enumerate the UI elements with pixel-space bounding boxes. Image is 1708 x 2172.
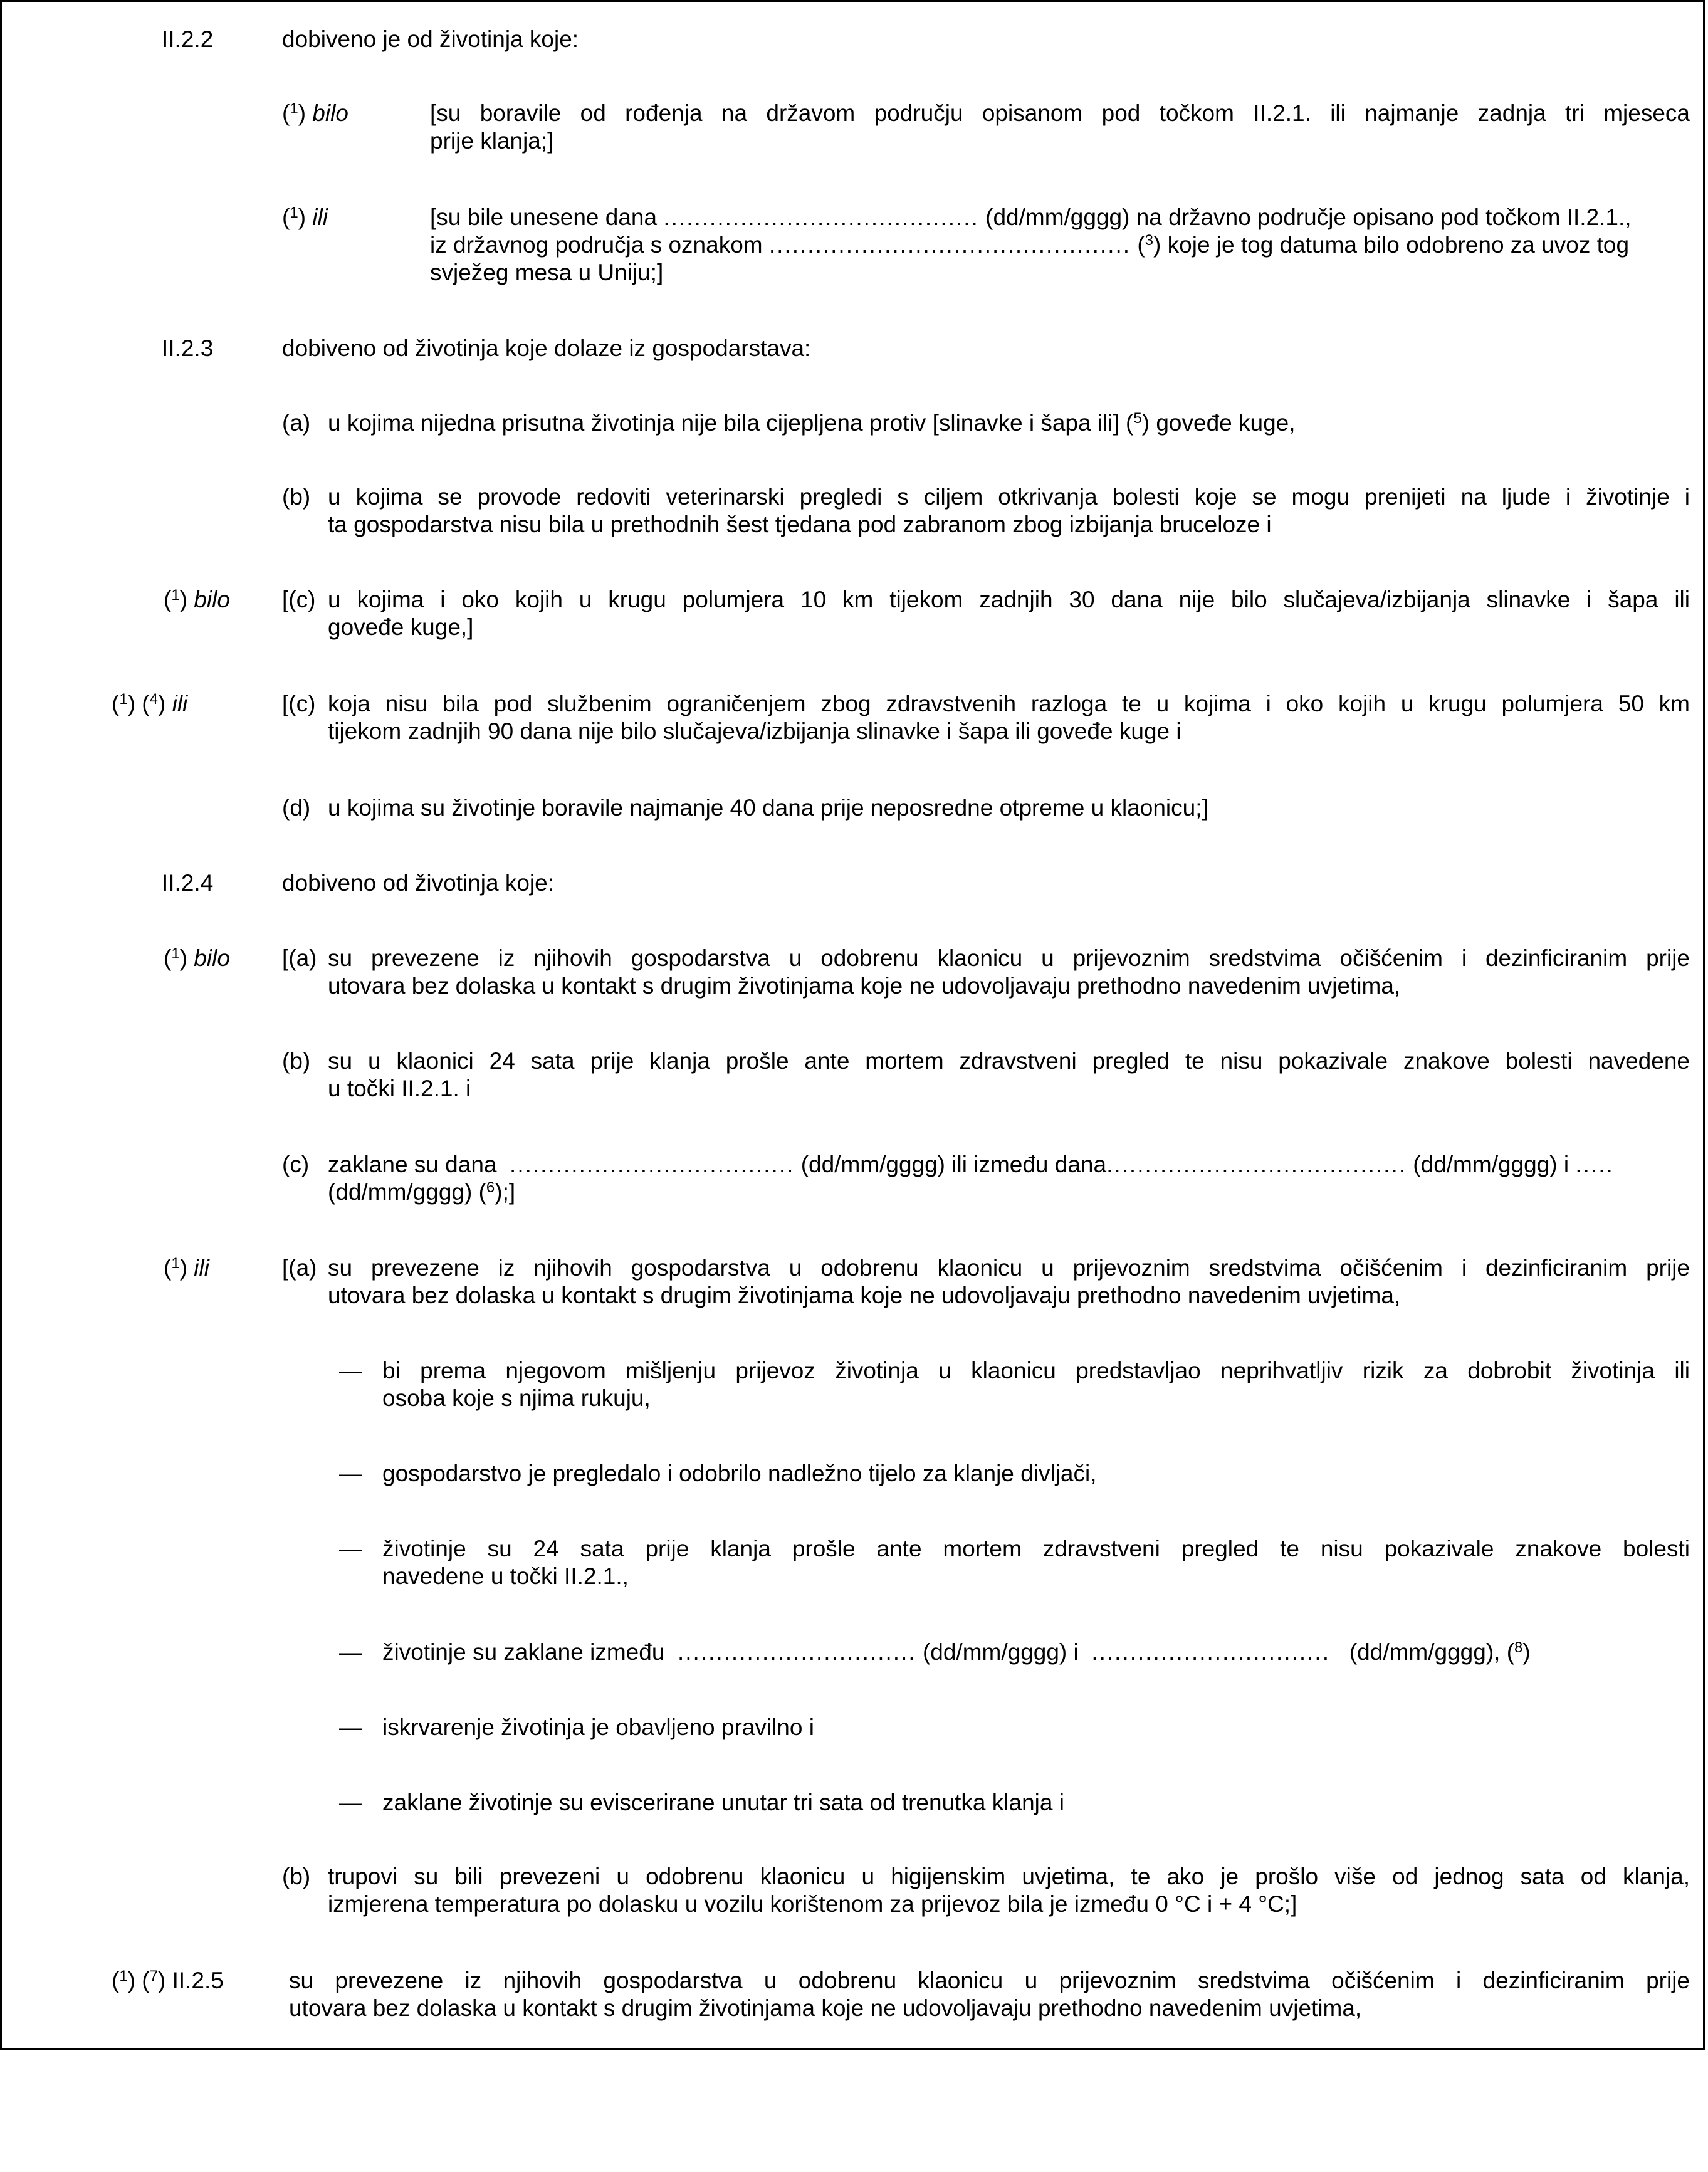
section-text-ii-2-3: dobiveno od životinja koje dolaze iz gospodarstava: [282, 335, 811, 361]
item-text: ta gospodarstva nisu bila u prethodnih šest tjedana pod zabranom zbog izbijanja bruceloze i [328, 512, 1272, 537]
item-letter: [(a) [282, 1255, 317, 1281]
dash-item-text: životinje su zaklane između ............................... (dd/mm/gggg) i ............................... (dd/mm/gggg), ($^8$) [382, 1639, 1531, 1665]
item-text: utovara bez dolaska u kontakt s drugim životinjama koje ne udovoljavaju prethodno navedenim uvjetima, [328, 973, 1401, 999]
section-number-ii-2-5: II.2.5 [172, 1968, 224, 1993]
footnote-marker: ($^1$) ili [282, 204, 328, 230]
item-text: utovara bez dolaska u kontakt s drugim životinjama koje ne udovoljavaju prethodno navedenim uvjetima, [328, 1283, 1401, 1308]
option-label: ili [172, 691, 188, 716]
item-text: u kojima su životinje boravile najmanje 40 dana prije neposredne otpreme u klaonicu;] [328, 795, 1208, 821]
dash-item-text: navedene u točki II.2.1., [382, 1563, 629, 1589]
dash-bullet: — [339, 1714, 362, 1740]
fill-in-dots: ....................................... [1106, 1152, 1407, 1177]
dash-item-text: životinje su 24 sata prije klanja prošle ante mortem zdravstveni pregled te nisu pokazivale znakove bolesti [382, 1536, 1690, 1561]
option-text: [su bile unesene dana ......................................... (dd/mm/gggg) na državno područje opisano pod točkom II.2.1., [430, 204, 1632, 230]
section-text-ii-2-5: su prevezene iz njihovih gospodarstva u odobrenu klaonicu u prijevoznim sredstvima očišćenim i dezinficiranim prije [289, 1968, 1690, 1993]
footnote-marker: ($^1$) bilo [164, 945, 230, 971]
item-text: u kojima nijedna prisutna životinja nije bila cijepljena protiv [slinavke i šapa ili] ($^5$) goveđe kuge, [328, 410, 1296, 436]
fill-in-dots: ............................... [1091, 1639, 1330, 1665]
item-letter: [(a) [282, 945, 317, 971]
item-letter: [(c) [282, 691, 316, 716]
dash-bullet: — [339, 1461, 362, 1486]
item-text: (dd/mm/gggg) ($^6$);] [328, 1179, 516, 1205]
fill-in-dots: ............................... [677, 1639, 916, 1665]
dash-item-text: osoba koje s njima rukuju, [382, 1385, 651, 1411]
option-label: bilo [194, 945, 230, 971]
item-letter: (c) [282, 1152, 310, 1177]
option-label: ili [194, 1255, 209, 1281]
footnote-marker: ($^1$) bilo [282, 100, 348, 126]
item-text: trupovi su bili prevezeni u odobrenu klaonicu u higijenskim uvjetima, te ako je prošlo više od jednog sata od klanja, [328, 1864, 1690, 1889]
option-label: ili [312, 204, 328, 230]
section-number-ii-2-2: II.2.2 [162, 26, 214, 52]
section-number-ii-2-3: II.2.3 [162, 335, 214, 361]
dash-item-text: iskrvarenje životinja je obavljeno pravilno i [382, 1714, 814, 1740]
item-text: su u klaonici 24 sata prije klanja prošle ante mortem zdravstveni pregled te nisu pokazivale znakove bolesti navedene [328, 1048, 1690, 1074]
dash-bullet: — [339, 1639, 362, 1665]
item-text: goveđe kuge,] [328, 614, 474, 640]
fill-in-dots: ..... [1575, 1152, 1614, 1177]
dash-item-text: bi prema njegovom mišljenju prijevoz životinja u klaonicu predstavljao neprihvatljiv rizik za dobrobit životinja ili [382, 1358, 1690, 1383]
fill-in-dots: ............................................... [768, 232, 1131, 258]
option-text: [su boravile od rođenja na državom području opisanom pod točkom II.2.1. ili najmanje zadnja tri mjeseca [430, 100, 1690, 126]
item-letter: [(c) [282, 587, 316, 612]
option-label: bilo [194, 587, 230, 612]
fill-in-dots: ......................................... [663, 204, 979, 230]
footnote-marker: ($^1$) ($^7$) II.2.5 [112, 1968, 224, 1993]
item-text: u točki II.2.1. i [328, 1076, 471, 1101]
item-text: koja nisu bila pod službenim ograničenjem zbog zdravstvenih razloga te u kojima i oko kojih u krugu polumjera 50 km [328, 691, 1690, 716]
item-text: su prevezene iz njihovih gospodarstva u odobrenu klaonicu u prijevoznim sredstvima očišćenim i dezinficiranim prije [328, 1255, 1690, 1281]
dash-item-text: gospodarstvo je pregledalo i odobrilo nadležno tijelo za klanje divljači, [382, 1461, 1097, 1486]
section-number-ii-2-4: II.2.4 [162, 870, 214, 896]
footnote-marker: ($^1$) ili [164, 1255, 209, 1281]
item-text: tijekom zadnjih 90 dana nije bilo slučajeva/izbijanja slinavke i šapa ili goveđe kuge i [328, 718, 1181, 744]
dash-bullet: — [339, 1536, 362, 1561]
option-text: svježeg mesa u Uniju;] [430, 260, 664, 285]
fill-in-dots: ..................................... [510, 1152, 795, 1177]
dash-bullet: — [339, 1358, 362, 1383]
item-letter: (b) [282, 484, 311, 510]
item-text: izmjerena temperatura po dolasku u vozilu korištenom za prijevoz bila je između 0 °C i + 4 °C;] [328, 1891, 1297, 1917]
dash-bullet: — [339, 1790, 362, 1815]
item-text: su prevezene iz njihovih gospodarstva u odobrenu klaonicu u prijevoznim sredstvima očišćenim i dezinficiranim prije [328, 945, 1690, 971]
item-text: u kojima se provode redoviti veterinarski pregledi s ciljem otkrivanja bolesti koje se mogu prenijeti na ljude i životinje i [328, 484, 1690, 510]
option-text: prije klanja;] [430, 128, 554, 154]
section-text-ii-2-4: dobiveno od životinja koje: [282, 870, 555, 896]
footnote-marker: ($^1$) bilo [164, 587, 230, 612]
item-letter: (b) [282, 1864, 311, 1889]
item-letter: (b) [282, 1048, 311, 1074]
item-letter: (d) [282, 795, 311, 821]
item-letter: (a) [282, 410, 311, 436]
dash-item-text: zaklane životinje su eviscerirane unutar tri sata od trenutka klanja i [382, 1790, 1064, 1815]
footnote-marker: ($^1$) ($^4$) ili [112, 691, 188, 716]
option-text: iz državnog područja s oznakom ............................................... ($^3$) koje je tog datuma bilo odobreno za uvoz tog [430, 232, 1630, 258]
section-text-ii-2-2: dobiveno je od životinja koje: [282, 26, 579, 52]
item-text: u kojima i oko kojih u krugu polumjera 10 km tijekom zadnjih 30 dana nije bilo slučajeva/izbijanja slinavke i šapa ili [328, 587, 1690, 612]
section-text-ii-2-5: utovara bez dolaska u kontakt s drugim životinjama koje ne udovoljavaju prethodno navedenim uvjetima, [289, 1995, 1362, 2021]
option-label: bilo [312, 100, 348, 126]
item-text: zaklane su dana ..................................... (dd/mm/gggg) ili između dana....................................... (dd/mm/gggg) i ..... [328, 1152, 1614, 1177]
